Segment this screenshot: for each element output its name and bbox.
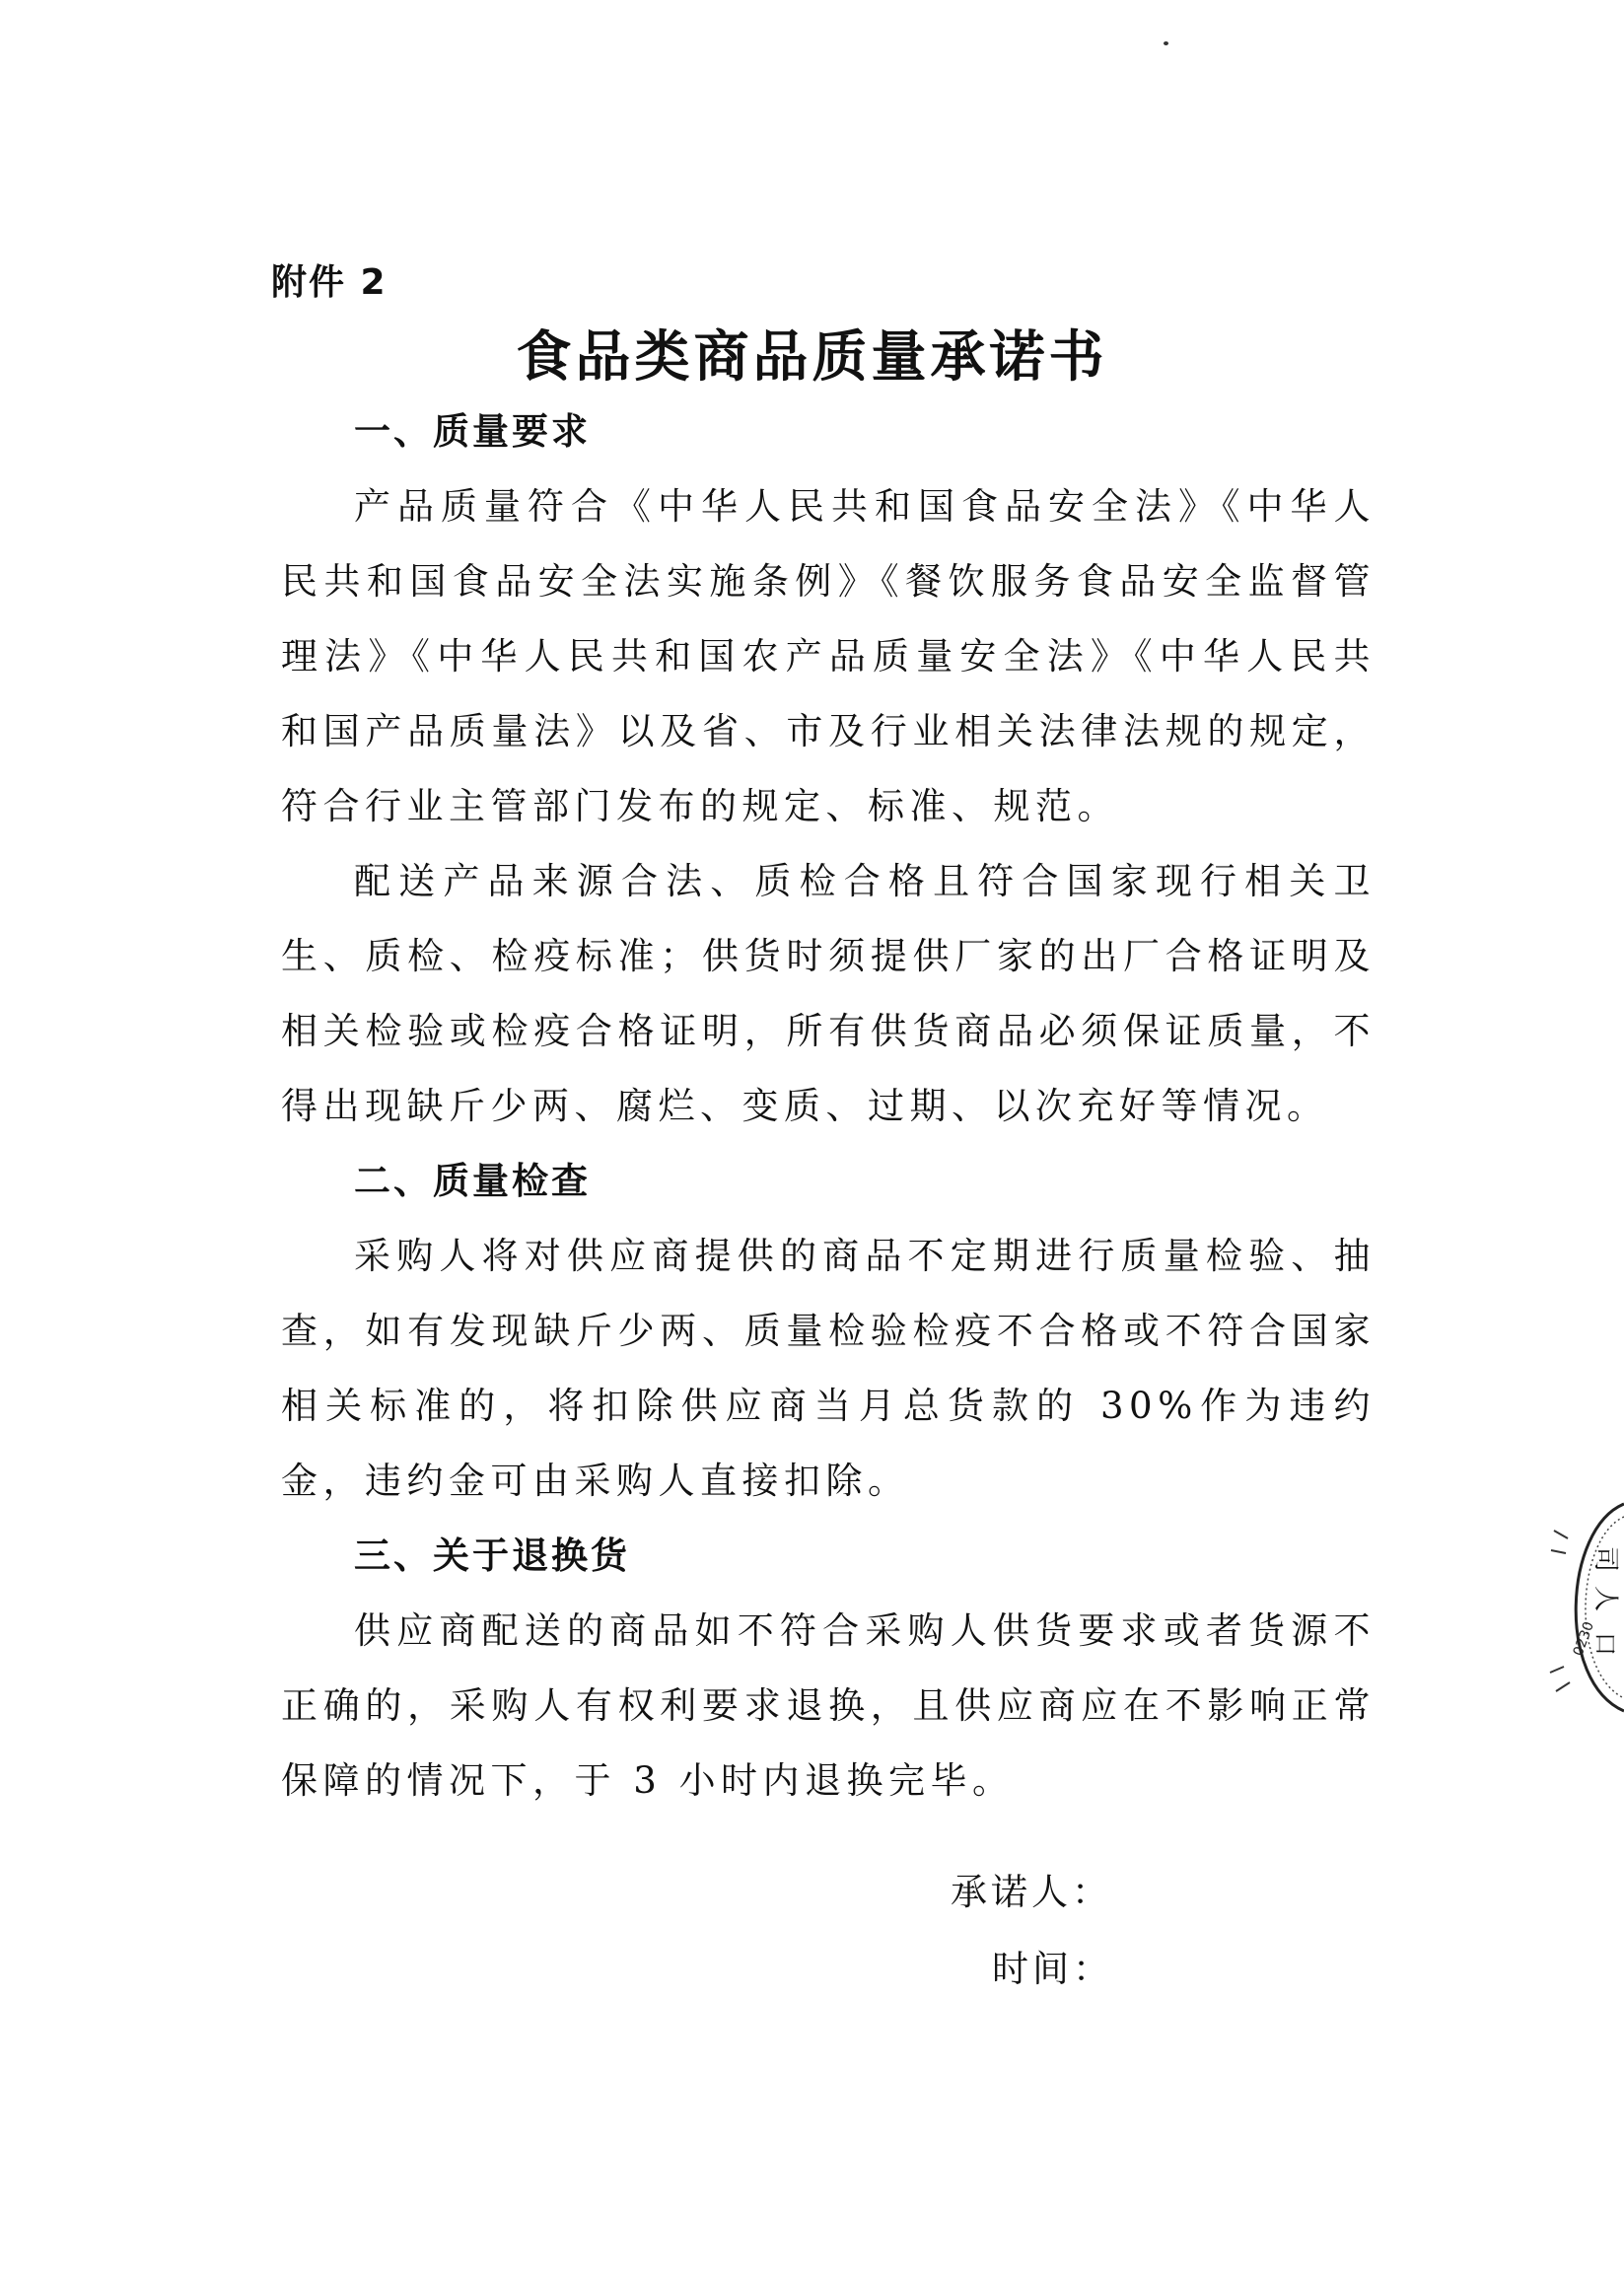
- section-quality-requirements: [281, 394, 1376, 1144]
- promisor-label: 承诺人：: [951, 1871, 1112, 1913]
- section-heading: 三、关于退换货: [354, 1534, 630, 1577]
- document-body: [281, 394, 1376, 1819]
- document-title: 食品类商品质量承诺书: [516, 324, 1108, 390]
- svg-text:口: 口: [1591, 1632, 1619, 1656]
- scan-speck: [1164, 41, 1168, 45]
- svg-text:0230: 0230: [1570, 1619, 1597, 1659]
- time-label: 时间：: [992, 1948, 1113, 1990]
- section-quality-inspection: [281, 1144, 1376, 1519]
- section-paragraph: 配送产品来源合法、质检合格且符合国家现行相关卫生、质检、检疫标准；供货时须提供厂家的出厂合格证明及相关检验或检疫合格证明，所有供货商品必须保证质量，不得出现缺斤少两、腐烂、变质、过期、以次充好等情况。: [281, 860, 1376, 1127]
- section-paragraph: 产品质量符合《中华人民共和国食品安全法》《中华人民共和国食品安全法实施条例》《餐饮服务食品安全监督管理法》《中华人民共和国农产品质量安全法》《中华人民共和国产品质量法》以及省、市及行业相关法律法规的规定，符合行业主管部门发布的规定、标准、规范。: [281, 485, 1376, 827]
- section-paragraph: 采购人将对供应商提供的商品不定期进行质量检验、抽查，如有发现缺斤少两、质量检验检疫不合格或不符合国家相关标准的，将扣除供应商当月总货款的 30%作为违约金，违约金可由采购人直接扣除。: [281, 1235, 1376, 1502]
- seal-stamp-fragment: [1546, 1499, 1624, 1716]
- svg-text:司: 司: [1590, 1546, 1620, 1573]
- svg-text:人: 人: [1590, 1586, 1620, 1612]
- section-paragraph: 供应商配送的商品如不符合采购人供货要求或者货源不正确的，采购人有权利要求退换，且供应商应在不影响正常保障的情况下，于 3 小时内退换完毕。: [281, 1609, 1376, 1802]
- section-heading: 一、质量要求: [354, 410, 591, 453]
- section-heading: 二、质量检查: [354, 1160, 591, 1202]
- section-returns-exchanges: [281, 1519, 1376, 1819]
- attachment-label: 附件 2: [271, 262, 388, 303]
- seal-stamp-graphic: [1546, 1499, 1624, 1716]
